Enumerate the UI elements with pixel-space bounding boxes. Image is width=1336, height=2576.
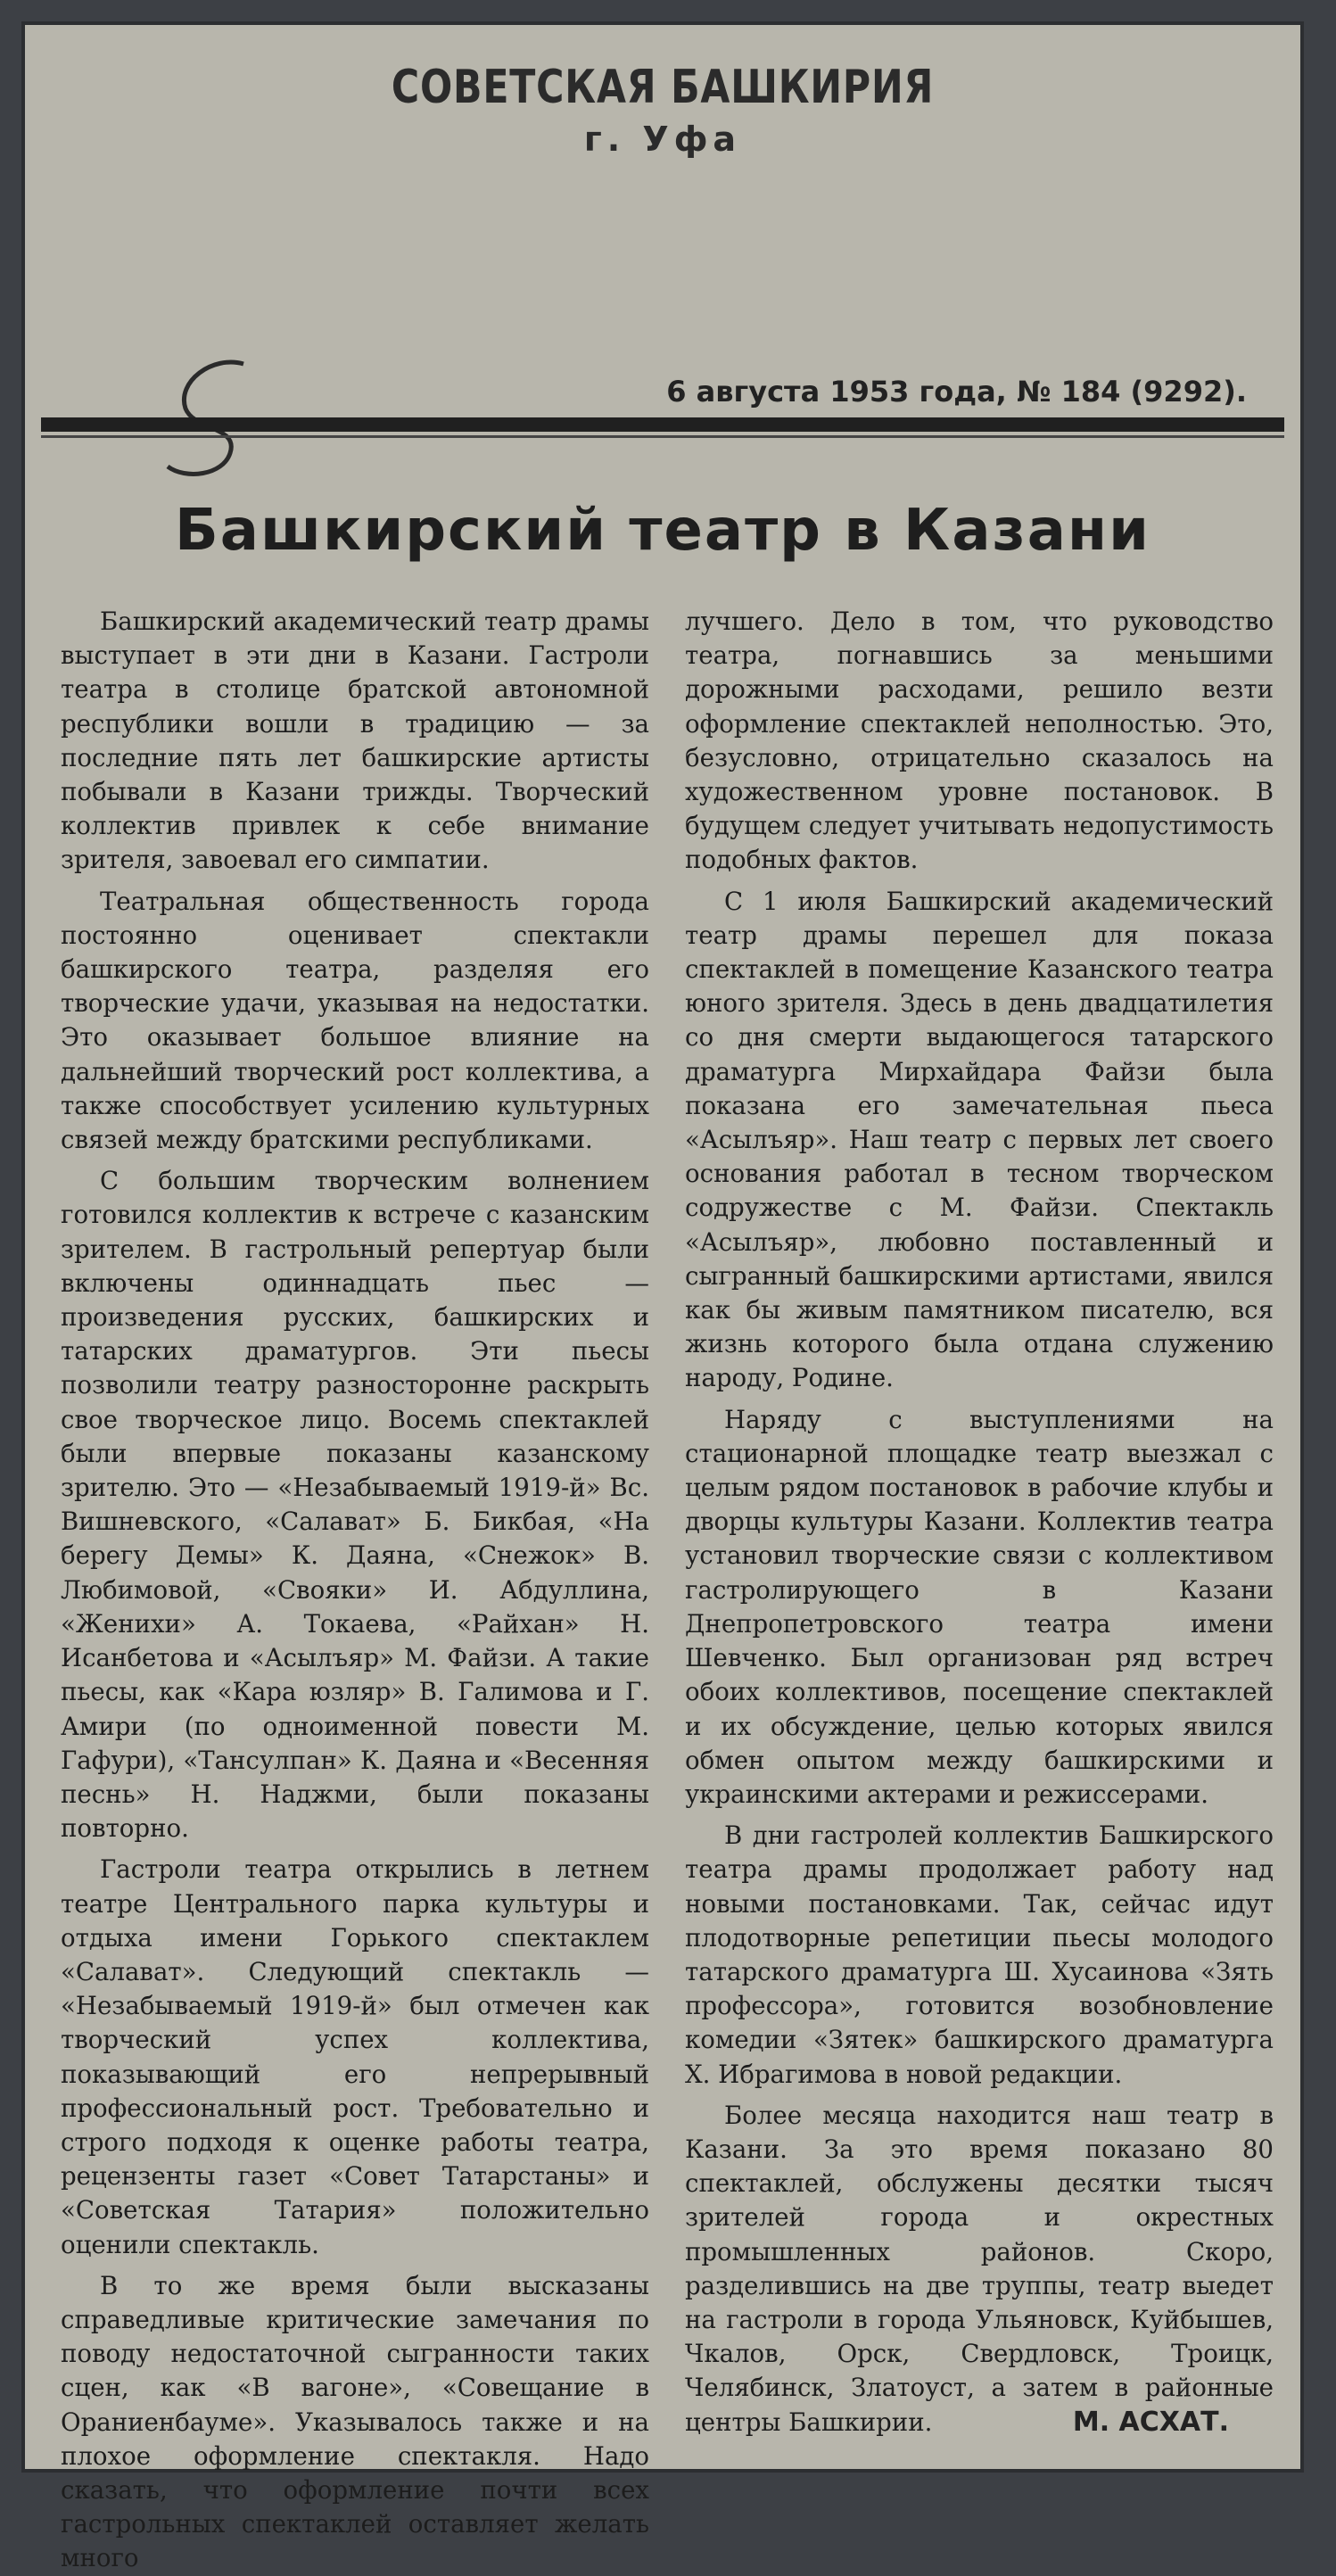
issue-dateline: 6 августа 1953 года, № 184 (9292). xyxy=(666,375,1247,409)
paragraph: Театральная общественность города постоянно оценивает спектакли башкирского театра, разделяя его творческие удачи, указывая на недостатки. Это оказывает большое влияние на дальнейший творческий рост коллектива, а также способствует усилению культурных связей между братскими республиками. xyxy=(61,886,649,1155)
paragraph: В дни гастролей коллектив Башкирского театра драмы продолжает работу над новыми постановками. Так, сейчас идут плодотворные репетиции пьесы молодого татарского драматурга Ш. Хусаинова «Зять профессора», готовится возобновление комедии «Зятек» башкирского драматурга Х. Ибрагимова в новой редакции. xyxy=(685,1821,1274,2089)
paragraph: Гастроли театра открылись в летнем театре Центрального парка культуры и отдыха имени Горького спектаклем «Салават». Следующий спектакль — «Незабываемый 1919-й» был отмечен как творческий успех коллектива, показывающий его непрерывный профессиональный рост. Требовательно и строго подходя к оценке работы театра, рецензенты газет «Совет Татарстаны» и «Советская Татария» положительно оценили спектакль. xyxy=(61,1854,649,2259)
paragraph: С 1 июля Башкирский академический театр драмы перешел для показа спектаклей в помещение Казанского театра юного зрителя. Здесь в день двадцатилетия со дня смерти выдающегося татарского драматурга Мирхайдара Файзи была показана его замечательная пьеса «Асылъяр». Наш театр с первых лет своего основания работал в тесном творческом содружестве с М. Файзи. Спектакль «Асылъяр», любовно поставленный и сыгранный башкирскими артистами, явился как бы живым памятником писателю, вся жизнь которого была отдана служению народу, Родине. xyxy=(685,886,1274,1393)
header-rule-thin xyxy=(41,435,1284,438)
paragraph: С большим творческим волнением готовился коллектив к встрече с казанским зрителем. В гастрольный репертуар были включены одиннадцать пьес — произведения русских, башкирских и татарских драматургов. Эти пьесы позволили театру разносторонне раскрыть свое творческое лицо. Восемь спектаклей были впервые показаны казанскому зрителю. Это — «Незабываемый 1919-й» Вс. Вишневского, «Салават» Б. Бикбая, «На берегу Демы» К. Даяна, «Снежок» В. Любимовой, «Свояки» И. Абдуллина, «Женихи» А. Токаева, «Райхан» Н. Исанбетова и «Асылъяр» М. Файзи. А такие пьесы, как «Кара юзляр» В. Галимова и Г. Амири (по одноименной повести М. Гафури), «Тансулпан» К. Даяна и «Весенняя песнь» Н. Наджми, были показаны повторно. xyxy=(61,1166,649,1844)
paragraph: лучшего. Дело в том, что руководство театра, погнавшись за меньшими дорожными расходами, решило везти оформление спектаклей неполностью. Это, безусловно, отрицательно сказалось на художественном уровне постановок. В будущем следует учитывать недопустимость подобных фактов. xyxy=(685,607,1274,875)
left-column xyxy=(61,605,649,2573)
masthead xyxy=(25,61,1300,159)
paragraph: Башкирский академический театр драмы выступает в эти дни в Казани. Гастроли театра в столице братской автономной республики вошли в традицию — за последние пять лет башкирские артисты побывали в Казани трижды. Творческий коллектив привлек к себе внимание зрителя, завоевал его симпатии. xyxy=(61,607,649,875)
author-signature: М. АСХАТ. xyxy=(1072,2407,1229,2438)
paragraph: Наряду с выступлениями на стационарной площадке театр выезжал с целым рядом постановок в рабочие клубы и дворцы культуры Казани. Коллектив театра установил творческие связи с коллективом гастролирующего в Казани Днепропетровского театра имени Шевченко. Был организован ряд встреч обоих коллективов, посещение спектаклей и их обсуждение, целью которых явился обмен опытом между башкирскими и украинскими актерами и режиссерами. xyxy=(685,1404,1274,1809)
newspaper-clipping xyxy=(25,25,1300,2573)
paragraph: В то же время были высказаны справедливые критические замечания по поводу недостаточной сыгранности таких сцен, как «В вагоне», «Совещание в Ораниенбауме». Указывалось также и на плохое оформление спектакля. Надо сказать, что оформление почти всех гастрольных спектаклей оставляет желать много xyxy=(61,2270,649,2573)
header-rule xyxy=(41,417,1284,432)
article-headline: Башкирский театр в Казани xyxy=(175,498,1150,564)
paragraph: Более месяца находится наш театр в Казани. За это время показано 80 спектаклей, обслужены десятки тысяч зрителей города и окрестных промышленных районов. Скоро, разделившись на две труппы, театр выедет на гастроли в города Ульяновск, Куйбышев, Чкалов, Орск, Свердловск, Троицк, Челябинск, Златоуст, а затем в районные центры Башкирии. xyxy=(685,2100,1274,2437)
city-line: г. Уфа xyxy=(583,120,742,159)
newspaper-title: СОВЕТСКАЯ БАШКИРИЯ xyxy=(391,61,935,114)
